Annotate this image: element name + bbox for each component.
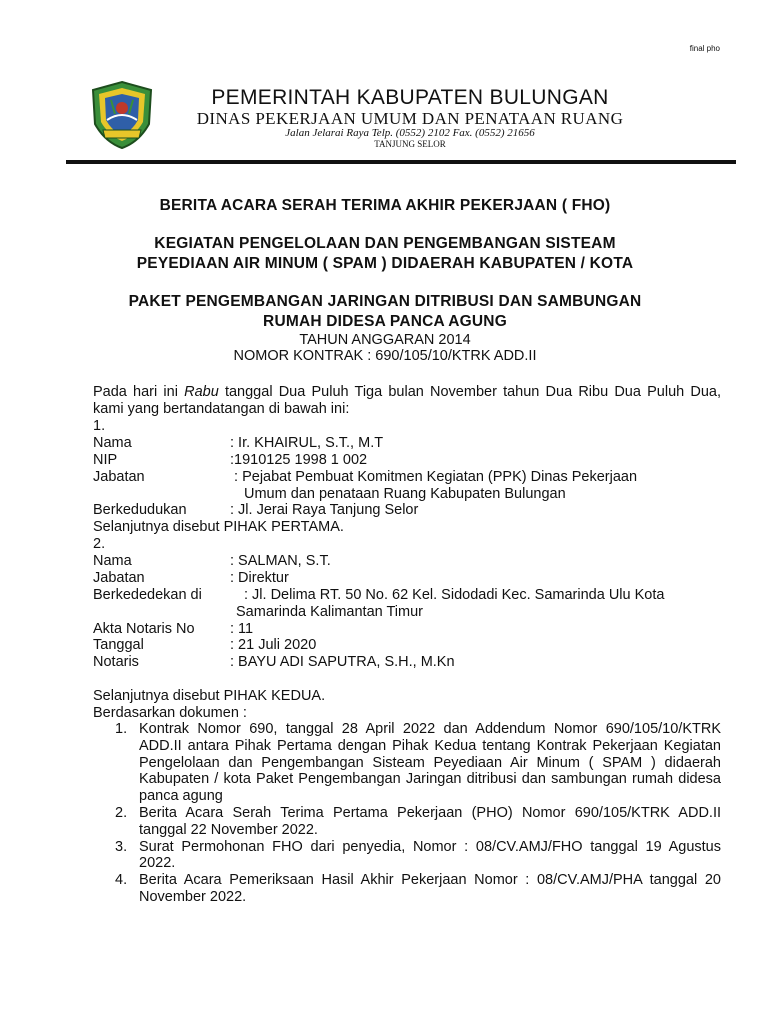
activity-line-2: PEYEDIAAN AIR MINUM ( SPAM ) DIDAERAH KABUPATEN / KOTA [136, 255, 634, 272]
party2-label-address: Berkededekan di [93, 587, 202, 603]
party2-value-address-cont: Samarinda Kalimantan Timur [236, 604, 423, 620]
intro-before-day: Pada hari ini [93, 384, 185, 400]
party1-label-position: Jabatan [93, 469, 145, 485]
party1-value-position-cont: Umum dan penataan Ruang Kabupaten Bulungan [244, 486, 566, 502]
party2-label-name: Nama [93, 553, 132, 569]
list-item-number: 3. [115, 838, 128, 855]
government-name: PEMERINTAH KABUPATEN BULUNGAN [211, 86, 609, 109]
intro-paragraph [93, 384, 721, 418]
letterhead-divider [66, 160, 736, 164]
party1-label-domicile: Berkedudukan [93, 502, 187, 518]
list-item-number: 4. [115, 872, 128, 889]
contract-number: NOMOR KONTRAK : 690/105/10/KTRK ADD.II [233, 348, 537, 364]
party2-label-position: Jabatan [93, 570, 145, 586]
list-item [93, 721, 721, 805]
department-city: TANJUNG SELOR [374, 139, 446, 149]
party2-number: 2. [93, 536, 106, 552]
package-line-1: PAKET PENGEMBANGAN JARINGAN DITRIBUSI DAN SAMBUNGAN [128, 293, 642, 310]
activity-line-1: KEGIATAN PENGELOLAAN DAN PENGEMBANGAN SISTEAM [154, 235, 616, 252]
party2-value-date: : 21 Juli 2020 [230, 637, 317, 653]
party2-value-position: : Direktur [230, 570, 289, 586]
list-item-number: 2. [115, 804, 128, 821]
party1-label-nip: NIP [93, 452, 118, 468]
list-item-text: Kontrak Nomor 690, tanggal 28 April 2022 dan Addendum Nomor 690/105/10/KTRK ADD.II antara Pihak Pertama dengan Pihak Kedua tentang Kontrak Pekerjaan Kegiatan Pengelolaan dan Pengembangan Sisteam Peyediaan Air Minum ( SPAM ) didaerah Kabupaten / kota Paket Pengembangan Jaringan ditribusi dan sambungan rumah didesa panca agung [139, 721, 721, 805]
package-line-2: RUMAH DIDESA PANCA AGUNG [263, 313, 507, 330]
department-name: DINAS PEKERJAAN UMUM DAN PENATAAN RUANG [196, 109, 624, 128]
party2-label-date: Tanggal [93, 637, 144, 653]
intro-after-day: tanggal Dua Puluh Tiga bulan November tahun Dua Ribu Dua Puluh Dua, kami yang bertandatangan di bawah ini: [93, 384, 722, 417]
party1-value-name: : Ir. KHAIRUL, S.T., M.T [230, 435, 384, 451]
documents-list [93, 721, 721, 906]
list-item-text: Berita Acara Pemeriksaan Hasil Akhir Pekerjaan Nomor : 08/CV.AMJ/PHA tanggal 20 November 2022. [139, 872, 721, 905]
party2-label-notary-deed: Akta Notaris No [93, 621, 195, 637]
letterhead [160, 86, 660, 149]
department-address: Jalan Jelarai Raya Telp. (0552) 2102 Fax. (0552) 21656 [285, 127, 535, 139]
party2-value-name: : SALMAN, S.T. [230, 553, 331, 569]
document-title: BERITA ACARA SERAH TERIMA AKHIR PEKERJAAN ( FHO) [159, 197, 611, 214]
party2-designation: Selanjutnya disebut PIHAK KEDUA. [93, 688, 326, 704]
list-item [93, 805, 721, 839]
party1-label-name: Nama [93, 435, 132, 451]
list-item-number: 1. [115, 721, 128, 737]
bulungan-regency-crest-icon [89, 80, 155, 150]
party1-value-domicile: : Jl. Jerai Raya Tanjung Selor [230, 502, 419, 518]
party1-number: 1. [93, 418, 106, 434]
basis-heading: Berdasarkan dokumen : [93, 705, 247, 721]
party2-label-notary: Notaris [93, 654, 139, 670]
list-item [93, 839, 721, 873]
party2-value-notary: : BAYU ADI SAPUTRA, S.H., M.Kn [230, 654, 455, 670]
package-heading [80, 292, 690, 332]
party1-value-nip: :1910125 1998 1 002 [230, 452, 368, 468]
list-item [93, 872, 721, 906]
party1-designation: Selanjutnya disebut PIHAK PERTAMA. [93, 519, 344, 535]
intro-day: Rabu [184, 384, 219, 400]
party2-value-address: : Jl. Delima RT. 50 No. 62 Kel. Sidodadi Kec. Samarinda Ulu Kota [244, 587, 665, 603]
budget-year: TAHUN ANGGARAN 2014 [299, 332, 471, 348]
corner-note: final pho [689, 44, 720, 53]
list-item-text: Surat Permohonan FHO dari penyedia, Nomor : 08/CV.AMJ/FHO tanggal 19 Agustus 2022. [139, 838, 721, 872]
activity-heading [80, 234, 690, 274]
list-item-text: Berita Acara Serah Terima Pertama Pekerjaan (PHO) Nomor 690/105/KTRK ADD.II tanggal 22 November 2022. [139, 804, 721, 838]
party1-value-position: : Pejabat Pembuat Komitmen Kegiatan (PPK) Dinas Pekerjaan [230, 469, 638, 485]
party2-value-notary-deed: : 11 [230, 621, 254, 637]
